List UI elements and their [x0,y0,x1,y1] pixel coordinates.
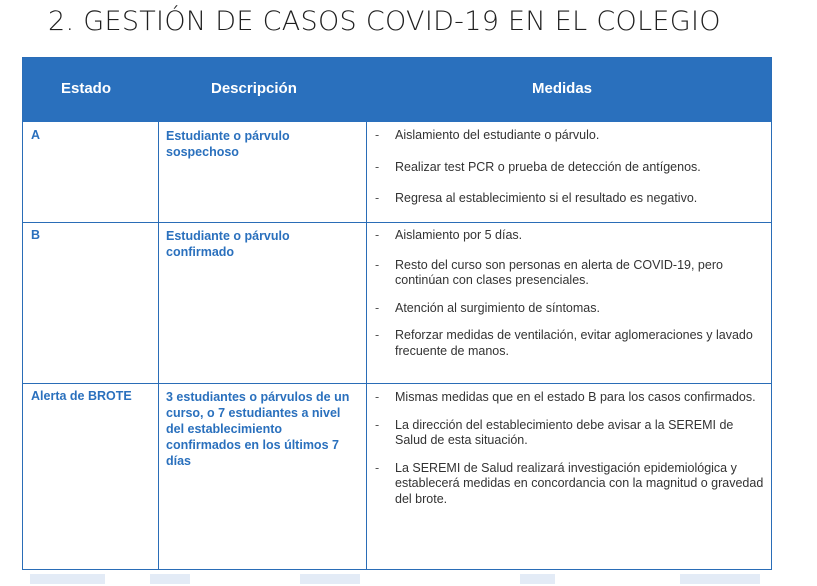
estado-cell: Alerta de BROTE [31,389,132,403]
header-descripcion: Descripción [211,80,297,97]
estado-cell: B [31,228,41,242]
measure-item: - Regresa al establecimiento si el resultado es negativo. [375,191,698,205]
measure-item: - Reforzar medidas de ventilación, evitar aglomeraciones y lavado frecuente de manos. [375,328,753,358]
table-row [23,222,771,383]
header-estado: Estado [61,80,112,97]
descripcion-cell: Estudiante o párvulo confirmado [166,229,290,259]
measure-item: - Resto del curso son personas en alerta de COVID-19, pero continúan con clases presenciales. [375,257,723,287]
medidas-cell [373,228,765,369]
measure-item: - La dirección del establecimiento debe avisar a la SEREMI de Salud de esta situación. [375,417,734,447]
table-row [23,122,771,222]
measure-item: - Atención al surgimiento de síntomas. [375,300,600,315]
header-medidas: Medidas [532,80,593,97]
descripcion-cell: Estudiante o párvulo sospechoso [166,129,290,159]
measure-item: - Aislamiento por 5 días. [375,228,523,242]
medidas-cell [373,128,765,217]
measure-item: - Realizar test PCR o prueba de detección de antígenos. [375,159,701,174]
table-row [23,383,771,569]
measure-item: - Mismas medidas que en el estado B para los casos confirmados. [375,390,756,404]
table-header [23,58,771,122]
descripcion-cell: 3 estudiantes o párvulos de un curso, o 7 estudiantes a nivel del establecimiento confirmados en los últimos 7 días [166,390,350,468]
covid-cases-table [22,57,772,570]
measure-item: - Aislamiento del estudiante o párvulo. [375,128,600,142]
footer-decoration [0,572,817,586]
estado-cell: A [31,128,41,142]
page-title: 2. GESTIÓN DE CASOS COVID-19 EN EL COLEGIO [48,6,721,37]
measure-item: - La SEREMI de Salud realizará investigación epidemiológica y establecerá medidas en concordancia con la magnitud o gravedad del brote. [375,460,764,506]
medidas-cell [373,390,765,517]
